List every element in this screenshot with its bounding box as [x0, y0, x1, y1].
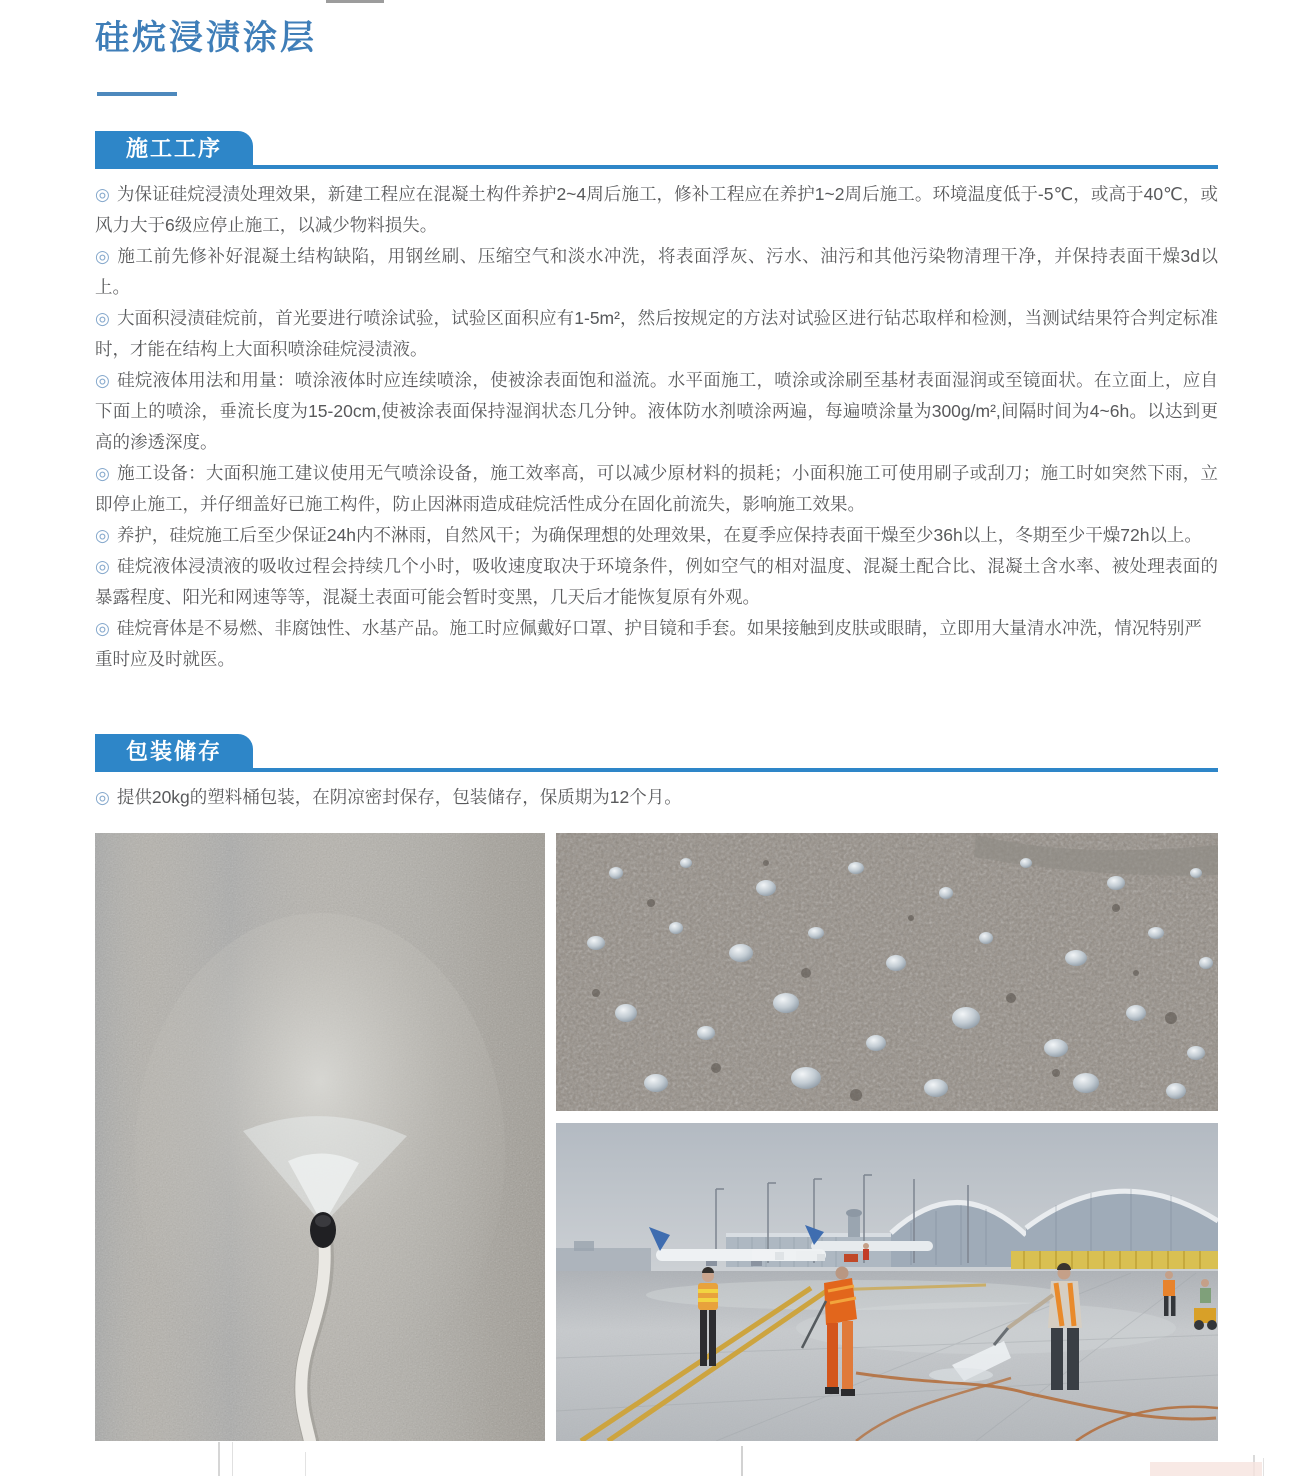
paragraph-text: 施工设备：大面积施工建议使用无气喷涂设备，施工效率高，可以减少原材料的损耗；小面积施工可使用刷子或刮刀；施工时如突然下雨，立即停止施工，并仔细盖好已施工构件，防止因淋雨造成硅烷活性成分在固化前流失，影响施工效果。 — [95, 463, 1219, 514]
photo-hydrophobic-beads-closeup — [556, 833, 1218, 1111]
water-beads-illustration — [556, 833, 1218, 1111]
bullet-icon: ◎ — [95, 185, 110, 204]
photo-airport-apron-application — [556, 1123, 1218, 1441]
bullet-icon: ◎ — [95, 247, 111, 266]
paragraph-text: 施工前先修补好混凝土结构缺陷，用钢丝刷、压缩空气和淡水冲洗，将表面浮灰、污水、油污和其他污染物清理干净，并保持表面干燥3d以上。 — [95, 246, 1218, 297]
page-bottom-artifact — [1150, 1462, 1262, 1476]
paragraph-text: 提供20kg的塑料桶包装，在阴凉密封保存，包装储存，保质期为12个月。 — [116, 787, 682, 807]
page-bottom-artifact — [1263, 1458, 1264, 1476]
bullet-icon: ◎ — [95, 371, 111, 390]
page-bottom-artifact — [232, 1442, 233, 1476]
bullet-paragraph — [95, 551, 1218, 613]
bullet-icon: ◎ — [95, 619, 110, 638]
paragraph-text: 硅烷液体浸渍液的吸收过程会持续几个小时，吸收速度取决于环境条件，例如空气的相对温度、混凝土配合比、混凝土含水率、被处理表面的暴露程度、阳光和网速等等，混凝土表面可能会暂时变黑，几天后才能恢复原有外观。 — [95, 556, 1219, 607]
bullet-paragraph — [95, 458, 1218, 520]
bullet-icon: ◎ — [95, 788, 110, 807]
page-bottom-artifact — [218, 1442, 220, 1476]
bullet-icon: ◎ — [95, 309, 110, 328]
paragraph-text: 硅烷膏体是不易燃、非腐蚀性、水基产品。施工时应佩戴好口罩、护目镜和手套。如果接触到皮肤或眼睛，立即用大量清水冲洗，情况特别严重时应及时就医。 — [95, 618, 1202, 669]
bullet-icon: ◎ — [95, 557, 111, 576]
page-bottom-artifact — [305, 1452, 306, 1476]
bullet-paragraph — [95, 241, 1218, 303]
bullet-paragraph — [95, 365, 1218, 458]
page-edge-artifact — [326, 0, 384, 3]
section-header-construction-process — [95, 131, 1218, 169]
bullet-paragraph — [95, 303, 1218, 365]
packaging-storage-text — [95, 782, 1218, 813]
bullet-paragraph — [95, 782, 1218, 813]
paragraph-text: 养护，硅烷施工后至少保证24h内不淋雨，自然风干；为确保理想的处理效果，在夏季应保持表面干燥至少36h以上，冬期至少干燥72h以上。 — [116, 525, 1202, 545]
section-tab-label: 施工工序 — [95, 131, 253, 165]
page-bottom-artifact — [741, 1446, 743, 1476]
paragraph-text: 大面积浸渍硅烷前，首光要进行喷涂试验，试验区面积应有1-5m²，然后按规定的方法对试验区进行钻芯取样和检测，当测试结果符合判定标准时，才能在结构上大面积喷涂硅烷浸渍液。 — [95, 308, 1218, 359]
airport-scene-illustration — [556, 1123, 1218, 1441]
paragraph-text: 硅烷液体用法和用量：喷涂液体时应连续喷涂，使被涂表面饱和溢流。水平面施工，喷涂或涂刷至基材表面湿润或至镜面状。在立面上，应自下面上的喷涂，垂流长度为15-20cm,使被涂表面保持湿润状态几分钟。液体防水剂喷涂两遍，每遍喷涂量为300g/m²,间隔时间为4~6h。以达到更高的渗透深度。 — [95, 370, 1219, 452]
bullet-paragraph — [95, 179, 1218, 241]
wall-spray-illustration — [95, 833, 545, 1441]
title-underline — [97, 92, 177, 96]
photo-wall-spray-application — [95, 833, 545, 1441]
paragraph-text: 为保证硅烷浸渍处理效果，新建工程应在混凝土构件养护2~4周后施工，修补工程应在养护1~2周后施工。环境温度低于-5℃，或高于40℃，或风力大于6级应停止施工，以减少物料损失。 — [95, 184, 1218, 235]
section-tab-label: 包装储存 — [95, 734, 253, 768]
bullet-icon: ◎ — [95, 526, 110, 545]
section-header-packaging-storage — [95, 734, 1218, 772]
page-title: 硅烷浸渍涂层 — [95, 19, 317, 57]
bullet-paragraph — [95, 520, 1218, 551]
bullet-paragraph — [95, 613, 1218, 675]
bullet-icon: ◎ — [95, 464, 111, 483]
construction-process-text — [95, 179, 1218, 675]
